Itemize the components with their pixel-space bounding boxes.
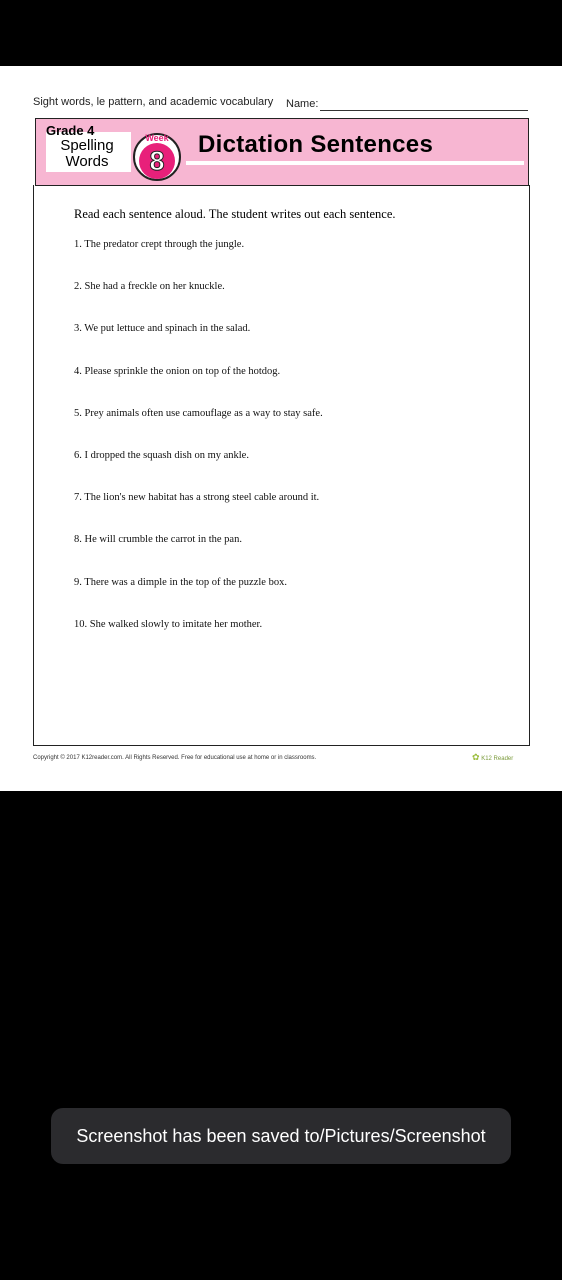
list-item: 5. Prey animals often use camouflage as a way to stay safe. — [74, 407, 323, 419]
toast-message: Screenshot has been saved to/Pictures/Screenshot — [76, 1126, 486, 1146]
words-label: Words — [65, 153, 109, 170]
spelling-words-label — [46, 138, 128, 170]
copyright-text: Copyright © 2017 K12reader.com. All Rights Reserved. Free for educational use at home or in classrooms. — [33, 755, 317, 761]
logo-text: K12 Reader — [481, 756, 514, 762]
week-badge — [133, 133, 181, 181]
name-label: Name: — [286, 98, 319, 110]
instruction-text: Read each sentence aloud. The student writes out each sentence. — [74, 207, 396, 221]
name-line — [320, 110, 528, 111]
list-item: 10. She walked slowly to imitate her mother. — [74, 618, 263, 630]
k12-reader-logo — [472, 752, 513, 763]
week-number-circle — [139, 143, 175, 179]
title-stripe — [186, 161, 524, 165]
grade-label: Grade 4 — [46, 123, 95, 138]
header-banner — [35, 118, 529, 186]
list-item: 8. He will crumble the carrot in the pan. — [74, 534, 242, 546]
list-item: 2. She had a freckle on her knuckle. — [74, 281, 225, 293]
content-box — [33, 185, 530, 746]
worksheet-topic: Sight words, le pattern, and academic vocabulary — [33, 96, 274, 108]
worksheet-image — [0, 66, 562, 791]
screenshot-toast[interactable] — [51, 1108, 511, 1164]
week-label: Week — [145, 133, 169, 143]
list-item: 6. I dropped the squash dish on my ankle. — [74, 449, 249, 461]
list-item: 1. The predator crept through the jungle. — [74, 239, 245, 250]
page-title: Dictation Sentences — [198, 131, 434, 158]
week-number: 8 — [149, 146, 165, 176]
spelling-label: Spelling — [60, 137, 114, 154]
sentence-list — [74, 239, 323, 661]
leaf-logo-icon: ✿ — [472, 752, 480, 762]
list-item: 3. We put lettuce and spinach in the salad. — [74, 323, 251, 335]
list-item: 7. The lion's new habitat has a strong steel cable around it. — [74, 492, 320, 504]
list-item: 4. Please sprinkle the onion on top of the hotdog. — [74, 365, 281, 377]
list-item: 9. There was a dimple in the top of the puzzle box. — [74, 576, 287, 588]
